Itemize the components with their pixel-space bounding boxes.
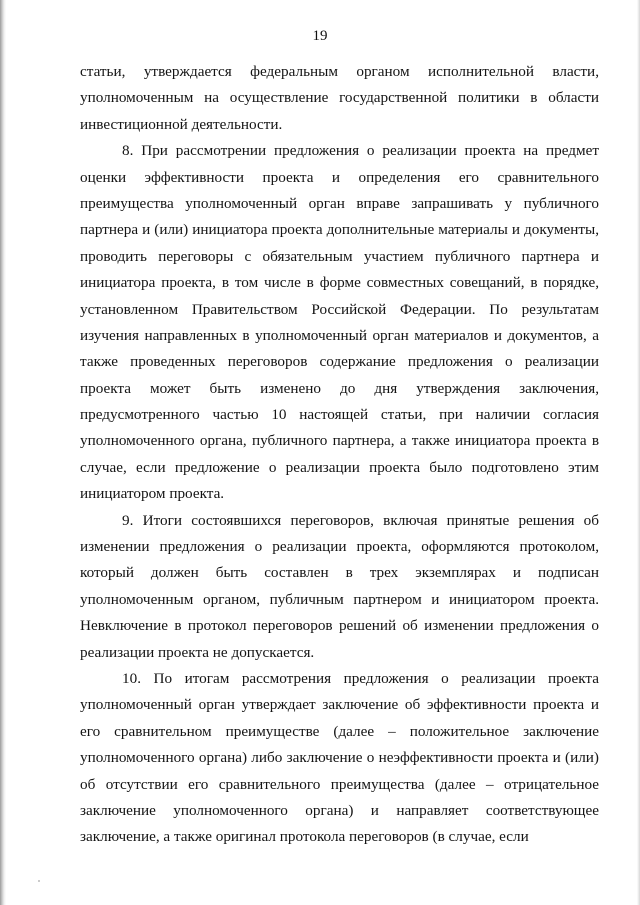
- scan-speck: [38, 880, 40, 882]
- text-line: преимущества уполномоченный орган вправе запрашивать у публичного: [80, 194, 599, 212]
- paragraph-p10: [80, 666, 599, 851]
- text-line: изучения направленных в уполномоченный орган материалов и документов, а: [80, 326, 599, 344]
- paragraph-p8: [80, 138, 599, 507]
- text-line: об отсутствии его сравнительного преимущества (далее – отрицательное: [80, 775, 599, 793]
- text-line: партнера и (или) инициатора проекта дополнительные материалы и документы,: [80, 221, 599, 239]
- text-line: проводить переговоры с обязательным участием публичного партнера и: [80, 247, 599, 265]
- page-number: 19: [312, 28, 328, 44]
- text-line: его сравнительном преимуществе (далее – положительное заключение: [80, 722, 599, 740]
- text-line: предусмотренного частью 10 настоящей статьи, при наличии согласия: [80, 406, 599, 424]
- text-line: уполномоченный орган утверждает заключение об эффективности проекта и: [80, 696, 599, 714]
- text-line: статьи, утверждается федеральным органом исполнительной власти,: [80, 63, 599, 80]
- text-line: который должен быть составлен в трех экземплярах и подписан: [80, 564, 599, 582]
- text-line: проекта может быть изменено до дня утверждения заключения,: [80, 379, 599, 397]
- text-line: случае, если предложение о реализации проекта было подготовлено этим: [80, 458, 599, 476]
- text-line: 10. По итогам рассмотрения предложения о реализации проекта: [122, 669, 599, 687]
- text-line: также проведенных переговоров содержание предложения о реализации: [80, 353, 599, 371]
- scan-left-edge: [0, 0, 6, 905]
- text-line: заключение уполномоченного органа) и направляет соответствующее: [80, 801, 599, 819]
- text-line: уполномоченным органом, публичным партнером и инициатором проекта.: [80, 590, 599, 608]
- text-line: реализации проекта не допускается.: [80, 643, 315, 661]
- text-line: инициатора проекта, в том числе в форме совместных совещаний, в порядке,: [80, 274, 599, 292]
- text-line: оценки эффективности проекта и определения его сравнительного: [80, 168, 599, 186]
- document-body: [80, 59, 599, 851]
- text-line: заключение, а также оригинал протокола переговоров (в случае, если: [80, 828, 529, 846]
- text-line: изменении предложения о реализации проекта, оформляются протоколом,: [80, 538, 599, 556]
- paragraph-p0: [80, 59, 599, 138]
- text-line: 8. При рассмотрении предложения о реализации проекта на предмет: [122, 142, 599, 160]
- text-line: 9. Итоги состоявшихся переговоров, включая принятые решения об: [122, 511, 599, 529]
- text-line: уполномоченного органа, публичного партнера, а также инициатора проекта в: [80, 432, 599, 450]
- paragraph-p9: [80, 508, 599, 666]
- text-line: Невключение в протокол переговоров решений об изменении предложения о: [80, 617, 599, 635]
- text-line: установленном Правительством Российской Федерации. По результатам: [80, 300, 599, 318]
- text-line: уполномоченным на осуществление государственной политики в области: [80, 89, 599, 107]
- text-line: инвестиционной деятельности.: [80, 115, 283, 133]
- text-line: уполномоченного органа) либо заключение о неэффективности проекта и (или): [80, 749, 599, 767]
- text-line: инициатором проекта.: [80, 485, 225, 503]
